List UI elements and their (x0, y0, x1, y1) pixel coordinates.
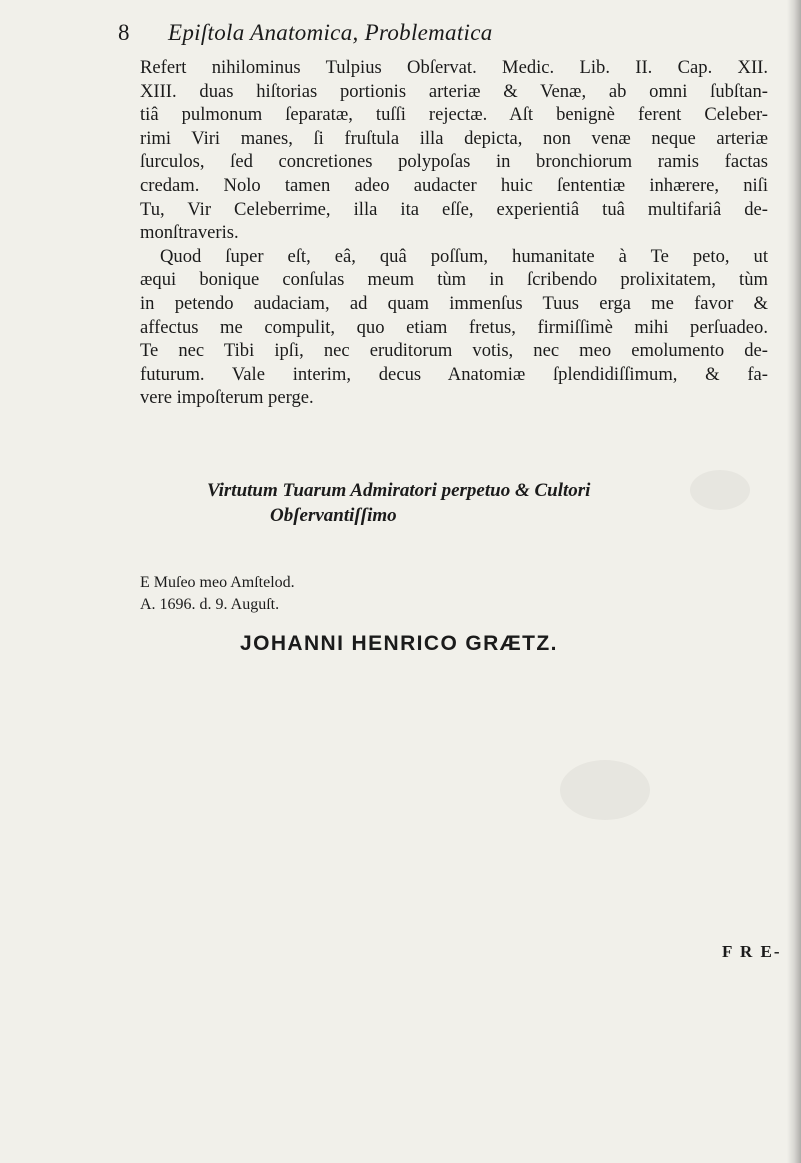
page-number: 8 (118, 20, 130, 45)
dateline (140, 572, 295, 616)
addressee: JOHANNI HENRICO GRÆTZ. (240, 632, 558, 655)
text-line: Refert nihilominus Tulpius Obſervat. Medic. Lib. II. Cap. XII. (140, 57, 768, 78)
text-line: credam. Nolo tamen adeo audacter huic ſententiæ inhærere, niſi (140, 174, 768, 196)
closing-salutation (207, 478, 767, 528)
text-line: vere impoſterum perge. (140, 387, 314, 409)
text-line: Tu, Vir Celeberrime, illa ita eſſe, experientiâ tuâ multifariâ de- (140, 198, 768, 220)
text-line: æqui bonique conſulas meum tùm in ſcribendo prolixitatem, tùm (140, 269, 768, 291)
text-line: in petendo audaciam, ad quam immenſus Tuus erga me favor & (140, 292, 768, 314)
text-line: ſurculos, ſed concretiones polypoſas in bronchiorum ramis factas (140, 151, 768, 173)
text-line: Te nec Tibi ipſi, nec eruditorum votis, nec meo emolumento de- (140, 340, 768, 362)
letter-body (140, 56, 768, 410)
text-line: futurum. Vale interim, decus Anatomiæ ſplendidiſſimum, & fa- (140, 363, 768, 385)
text-line: tiâ pulmonum ſeparatæ, tuſſi rejectæ. Aſt benignè ferent Celeber- (140, 104, 768, 126)
dateline-date: A. 1696. d. 9. Auguſt. (140, 596, 280, 613)
closing-line: Obſervantiſſimo (270, 505, 397, 526)
dateline-place: E Muſeo meo Amſtelod. (140, 574, 295, 591)
running-title: Epiſtola Anatomica, Problematica (168, 20, 493, 45)
text-line: rimi Viri manes, ſi fruſtula illa depicta, non venæ neque arteriæ (140, 127, 768, 149)
text-line: monſtraveris. (140, 222, 239, 244)
page-header (118, 16, 758, 50)
text-line: Quod ſuper eſt, eâ, quâ poſſum, humanitate à Te peto, ut (160, 245, 768, 267)
closing-line: Virtutum Tuarum Admiratori perpetuo & Cultori (207, 480, 591, 501)
text-line: affectus me compulit, quo etiam fretus, firmiſſimè mihi perſuadeo. (140, 316, 768, 338)
catchword: F R E- (722, 942, 782, 961)
paper-stain (560, 760, 650, 820)
page-edge-shadow (787, 0, 801, 1163)
text-line: XIII. duas hiſtorias portionis arteriæ & Venæ, ab omni ſubſtan- (140, 80, 768, 102)
